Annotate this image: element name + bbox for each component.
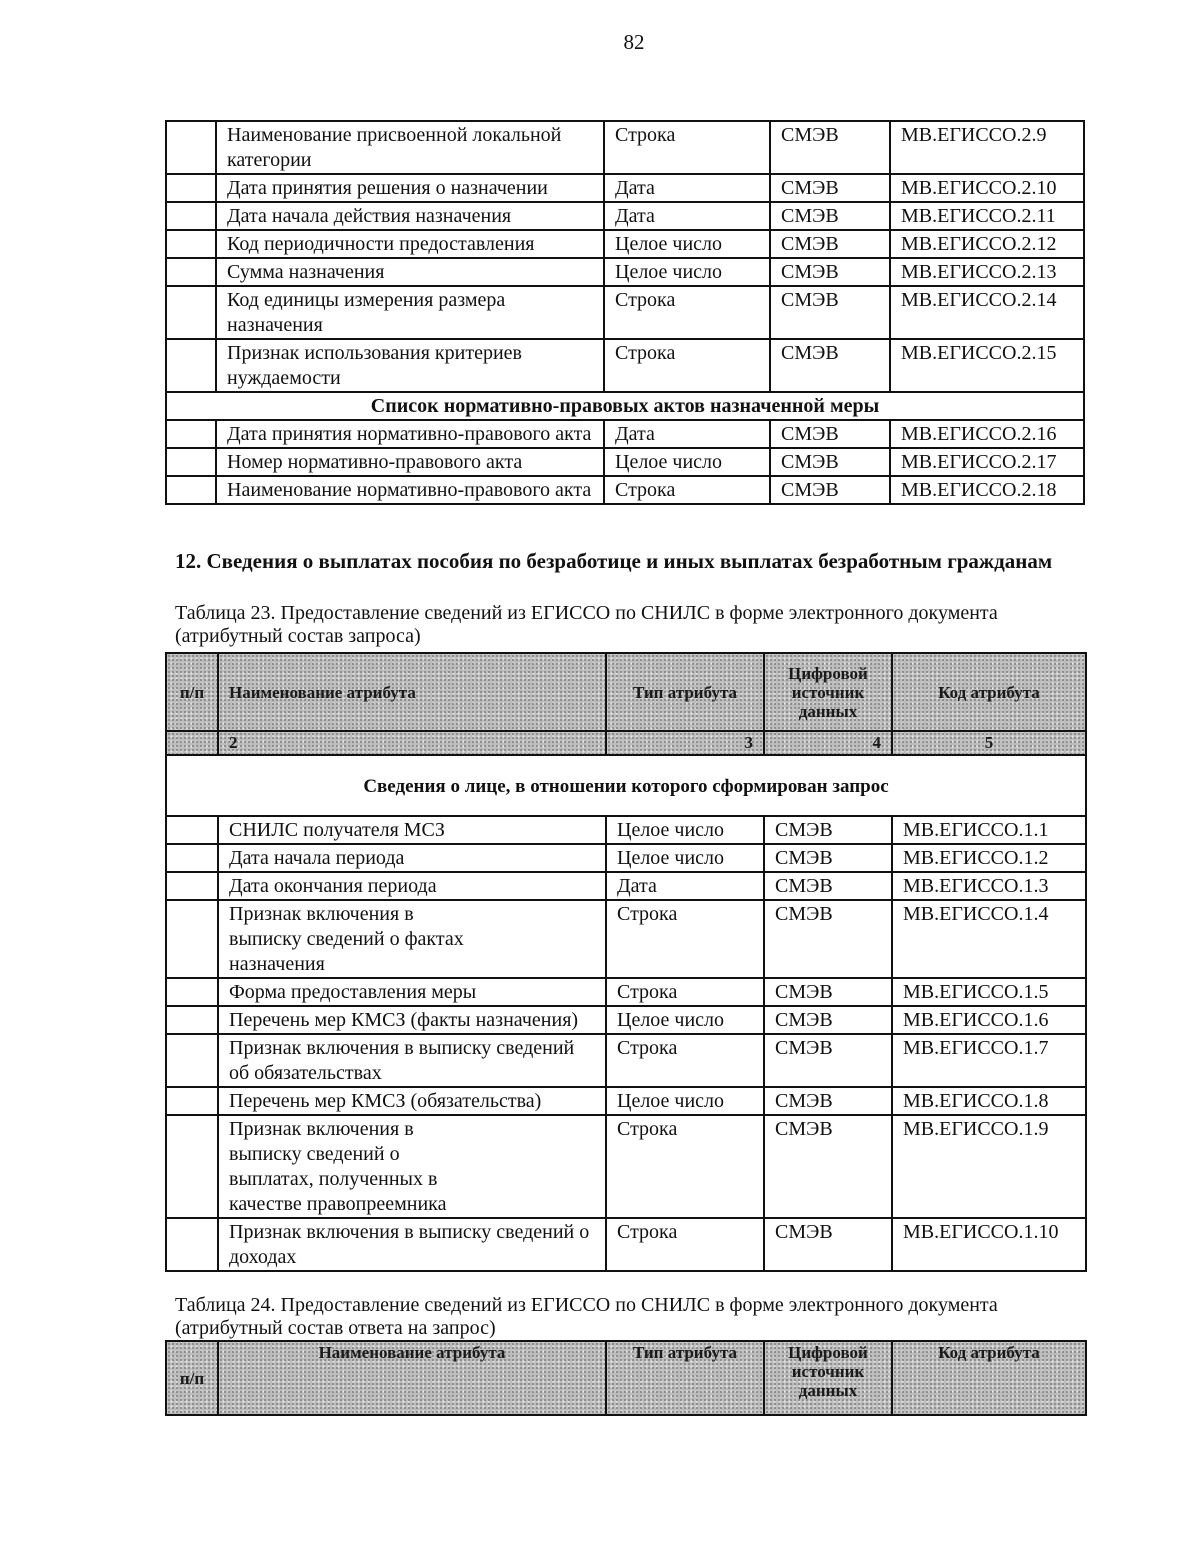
column-number-5: 5 bbox=[892, 731, 1086, 755]
attribute-name: Код периодичности предоставления bbox=[216, 230, 604, 258]
attribute-name: Признак включения в выписку сведений об обязательствах bbox=[218, 1034, 606, 1087]
attribute-name: Дата начала периода bbox=[218, 844, 606, 872]
column-number-2: 2 bbox=[218, 731, 606, 755]
attribute-code: МВ.ЕГИССО.2.10 bbox=[890, 174, 1084, 202]
attribute-source: СМЭВ bbox=[764, 1115, 892, 1218]
attribute-type: Дата bbox=[604, 420, 770, 448]
attribute-name: Признак использования критериев нуждаемости bbox=[216, 339, 604, 392]
attribute-source: СМЭВ bbox=[764, 1034, 892, 1087]
attribute-name: Признак включения в выписку сведений о доходах bbox=[218, 1218, 606, 1271]
header-source: Цифровой источник данных bbox=[764, 1341, 892, 1415]
table-row bbox=[166, 174, 1084, 202]
attribute-source: СМЭВ bbox=[770, 258, 890, 286]
row-number-cell bbox=[166, 202, 216, 230]
row-number-cell bbox=[166, 174, 216, 202]
table-row bbox=[166, 1115, 1086, 1218]
attribute-source: СМЭВ bbox=[764, 872, 892, 900]
table-row bbox=[166, 1218, 1086, 1271]
attribute-name: Номер нормативно-правового акта bbox=[216, 448, 604, 476]
column-number-row bbox=[166, 731, 1086, 755]
header-source: Цифровой источник данных bbox=[764, 653, 892, 731]
attribute-code: МВ.ЕГИССО.2.16 bbox=[890, 420, 1084, 448]
attribute-name: Дата окончания периода bbox=[218, 872, 606, 900]
attribute-code: МВ.ЕГИССО.1.10 bbox=[892, 1218, 1086, 1271]
attribute-name: СНИЛС получателя МСЗ bbox=[218, 816, 606, 844]
attribute-source: СМЭВ bbox=[770, 420, 890, 448]
attribute-code: МВ.ЕГИССО.2.13 bbox=[890, 258, 1084, 286]
section-title: Сведения о лице, в отношении которого сформирован запрос bbox=[166, 755, 1086, 816]
attribute-name: Признак включения в выписку сведений о фактах назначения bbox=[218, 900, 606, 978]
attribute-source: СМЭВ bbox=[770, 174, 890, 202]
attribute-type: Строка bbox=[604, 476, 770, 504]
attribute-name: Код единицы измерения размера назначения bbox=[216, 286, 604, 339]
header-code: Код атрибута bbox=[892, 653, 1086, 731]
attribute-source: СМЭВ bbox=[770, 339, 890, 392]
header-name: Наименование атрибута bbox=[218, 653, 606, 731]
row-number-cell bbox=[166, 258, 216, 286]
attribute-type: Строка bbox=[606, 900, 764, 978]
attribute-name: Перечень мер КМСЗ (факты назначения) bbox=[218, 1006, 606, 1034]
row-number-cell bbox=[166, 448, 216, 476]
table-row bbox=[166, 476, 1084, 504]
attribute-code: МВ.ЕГИССО.2.18 bbox=[890, 476, 1084, 504]
attribute-type: Целое число bbox=[606, 1006, 764, 1034]
attribute-type: Строка bbox=[604, 121, 770, 174]
table-23 bbox=[165, 652, 1087, 1272]
row-number-cell bbox=[166, 121, 216, 174]
attribute-type: Целое число bbox=[604, 448, 770, 476]
attribute-name: Наименование нормативно-правового акта bbox=[216, 476, 604, 504]
header-type: Тип атрибута bbox=[606, 1341, 764, 1415]
table-row bbox=[166, 1034, 1086, 1087]
attribute-code: МВ.ЕГИССО.1.6 bbox=[892, 1006, 1086, 1034]
table-header-row bbox=[166, 653, 1086, 731]
row-number-cell bbox=[166, 978, 218, 1006]
section-header-row bbox=[166, 392, 1084, 420]
row-number-cell bbox=[166, 286, 216, 339]
attribute-type: Целое число bbox=[604, 230, 770, 258]
table-24-caption: Таблица 24. Предоставление сведений из ЕГИССО по СНИЛС в форме электронного документа (атрибутный состав ответа на запрос) bbox=[175, 1294, 998, 1339]
attribute-type: Строка bbox=[604, 339, 770, 392]
attribute-type: Строка bbox=[606, 1115, 764, 1218]
header-type: Тип атрибута bbox=[606, 653, 764, 731]
attribute-code: МВ.ЕГИССО.2.15 bbox=[890, 339, 1084, 392]
attribute-source: СМЭВ bbox=[770, 230, 890, 258]
section-heading: 12. Сведения о выплатах пособия по безработице и иных выплатах безработным гражданам bbox=[175, 549, 1053, 573]
attribute-source: СМЭВ bbox=[764, 844, 892, 872]
attribute-code: МВ.ЕГИССО.2.9 bbox=[890, 121, 1084, 174]
table-row bbox=[166, 339, 1084, 392]
attribute-type: Дата bbox=[604, 202, 770, 230]
header-number: п/п bbox=[166, 1341, 218, 1415]
attribute-name: Дата принятия решения о назначении bbox=[216, 174, 604, 202]
attribute-source: СМЭВ bbox=[770, 476, 890, 504]
column-number-4: 4 bbox=[764, 731, 892, 755]
attribute-name: Дата принятия нормативно-правового акта bbox=[216, 420, 604, 448]
attribute-code: МВ.ЕГИССО.1.1 bbox=[892, 816, 1086, 844]
table-row bbox=[166, 816, 1086, 844]
table-row bbox=[166, 258, 1084, 286]
section-header-row bbox=[166, 755, 1086, 816]
header-code: Код атрибута bbox=[892, 1341, 1086, 1415]
table-header-row bbox=[166, 1341, 1086, 1415]
attribute-type: Целое число bbox=[606, 816, 764, 844]
table-row bbox=[166, 230, 1084, 258]
attribute-name: Признак включения в выписку сведений о выплатах, полученных в качестве правопреемника bbox=[218, 1115, 606, 1218]
attribute-source: СМЭВ bbox=[764, 816, 892, 844]
attribute-code: МВ.ЕГИССО.1.2 bbox=[892, 844, 1086, 872]
row-number-cell bbox=[166, 1218, 218, 1271]
attribute-code: МВ.ЕГИССО.1.3 bbox=[892, 872, 1086, 900]
attributes-table-continued bbox=[165, 120, 1085, 505]
table-row bbox=[166, 202, 1084, 230]
attribute-code: МВ.ЕГИССО.1.5 bbox=[892, 978, 1086, 1006]
row-number-cell bbox=[166, 872, 218, 900]
attribute-type: Строка bbox=[604, 286, 770, 339]
attribute-name: Перечень мер КМСЗ (обязательства) bbox=[218, 1087, 606, 1115]
attribute-code: МВ.ЕГИССО.1.9 bbox=[892, 1115, 1086, 1218]
attribute-name: Дата начала действия назначения bbox=[216, 202, 604, 230]
attribute-type: Дата bbox=[604, 174, 770, 202]
attribute-type: Строка bbox=[606, 978, 764, 1006]
column-number-3: 3 bbox=[606, 731, 764, 755]
section-title: Список нормативно-правовых актов назначенной меры bbox=[166, 392, 1084, 420]
row-number-cell bbox=[166, 339, 216, 392]
attribute-source: СМЭВ bbox=[770, 202, 890, 230]
table-row bbox=[166, 286, 1084, 339]
attribute-code: МВ.ЕГИССО.2.17 bbox=[890, 448, 1084, 476]
attribute-code: МВ.ЕГИССО.1.8 bbox=[892, 1087, 1086, 1115]
attribute-type: Целое число bbox=[604, 258, 770, 286]
table-row bbox=[166, 900, 1086, 978]
attribute-source: СМЭВ bbox=[764, 1218, 892, 1271]
page-number: 82 bbox=[623, 30, 645, 54]
row-number-cell bbox=[166, 1087, 218, 1115]
column-number-1 bbox=[166, 731, 218, 755]
attribute-source: СМЭВ bbox=[770, 448, 890, 476]
table-row bbox=[166, 844, 1086, 872]
table-row bbox=[166, 121, 1084, 174]
attribute-source: СМЭВ bbox=[770, 121, 890, 174]
attribute-type: Дата bbox=[606, 872, 764, 900]
attribute-type: Целое число bbox=[606, 844, 764, 872]
row-number-cell bbox=[166, 230, 216, 258]
header-name: Наименование атрибута bbox=[218, 1341, 606, 1415]
attribute-code: МВ.ЕГИССО.2.11 bbox=[890, 202, 1084, 230]
row-number-cell bbox=[166, 420, 216, 448]
attribute-name: Сумма назначения bbox=[216, 258, 604, 286]
table-24 bbox=[165, 1340, 1087, 1416]
attribute-source: СМЭВ bbox=[764, 1006, 892, 1034]
table-row bbox=[166, 448, 1084, 476]
attribute-type: Строка bbox=[606, 1218, 764, 1271]
table-23-caption: Таблица 23. Предоставление сведений из ЕГИССО по СНИЛС в форме электронного документа (атрибутный состав запроса) bbox=[175, 602, 998, 647]
attribute-code: МВ.ЕГИССО.1.4 bbox=[892, 900, 1086, 978]
attribute-source: СМЭВ bbox=[770, 286, 890, 339]
attribute-type: Строка bbox=[606, 1034, 764, 1087]
attribute-source: СМЭВ bbox=[764, 1087, 892, 1115]
row-number-cell bbox=[166, 844, 218, 872]
row-number-cell bbox=[166, 900, 218, 978]
table-row bbox=[166, 872, 1086, 900]
row-number-cell bbox=[166, 476, 216, 504]
table-row bbox=[166, 978, 1086, 1006]
attribute-code: МВ.ЕГИССО.2.14 bbox=[890, 286, 1084, 339]
row-number-cell bbox=[166, 1034, 218, 1087]
row-number-cell bbox=[166, 1006, 218, 1034]
attribute-source: СМЭВ bbox=[764, 900, 892, 978]
table-row bbox=[166, 420, 1084, 448]
row-number-cell bbox=[166, 816, 218, 844]
table-row bbox=[166, 1087, 1086, 1115]
attribute-code: МВ.ЕГИССО.2.12 bbox=[890, 230, 1084, 258]
attribute-name: Форма предоставления меры bbox=[218, 978, 606, 1006]
table-row bbox=[166, 1006, 1086, 1034]
attribute-code: МВ.ЕГИССО.1.7 bbox=[892, 1034, 1086, 1087]
header-number: п/п bbox=[166, 653, 218, 731]
row-number-cell bbox=[166, 1115, 218, 1218]
attribute-type: Целое число bbox=[606, 1087, 764, 1115]
attribute-name: Наименование присвоенной локальной категории bbox=[216, 121, 604, 174]
attribute-source: СМЭВ bbox=[764, 978, 892, 1006]
